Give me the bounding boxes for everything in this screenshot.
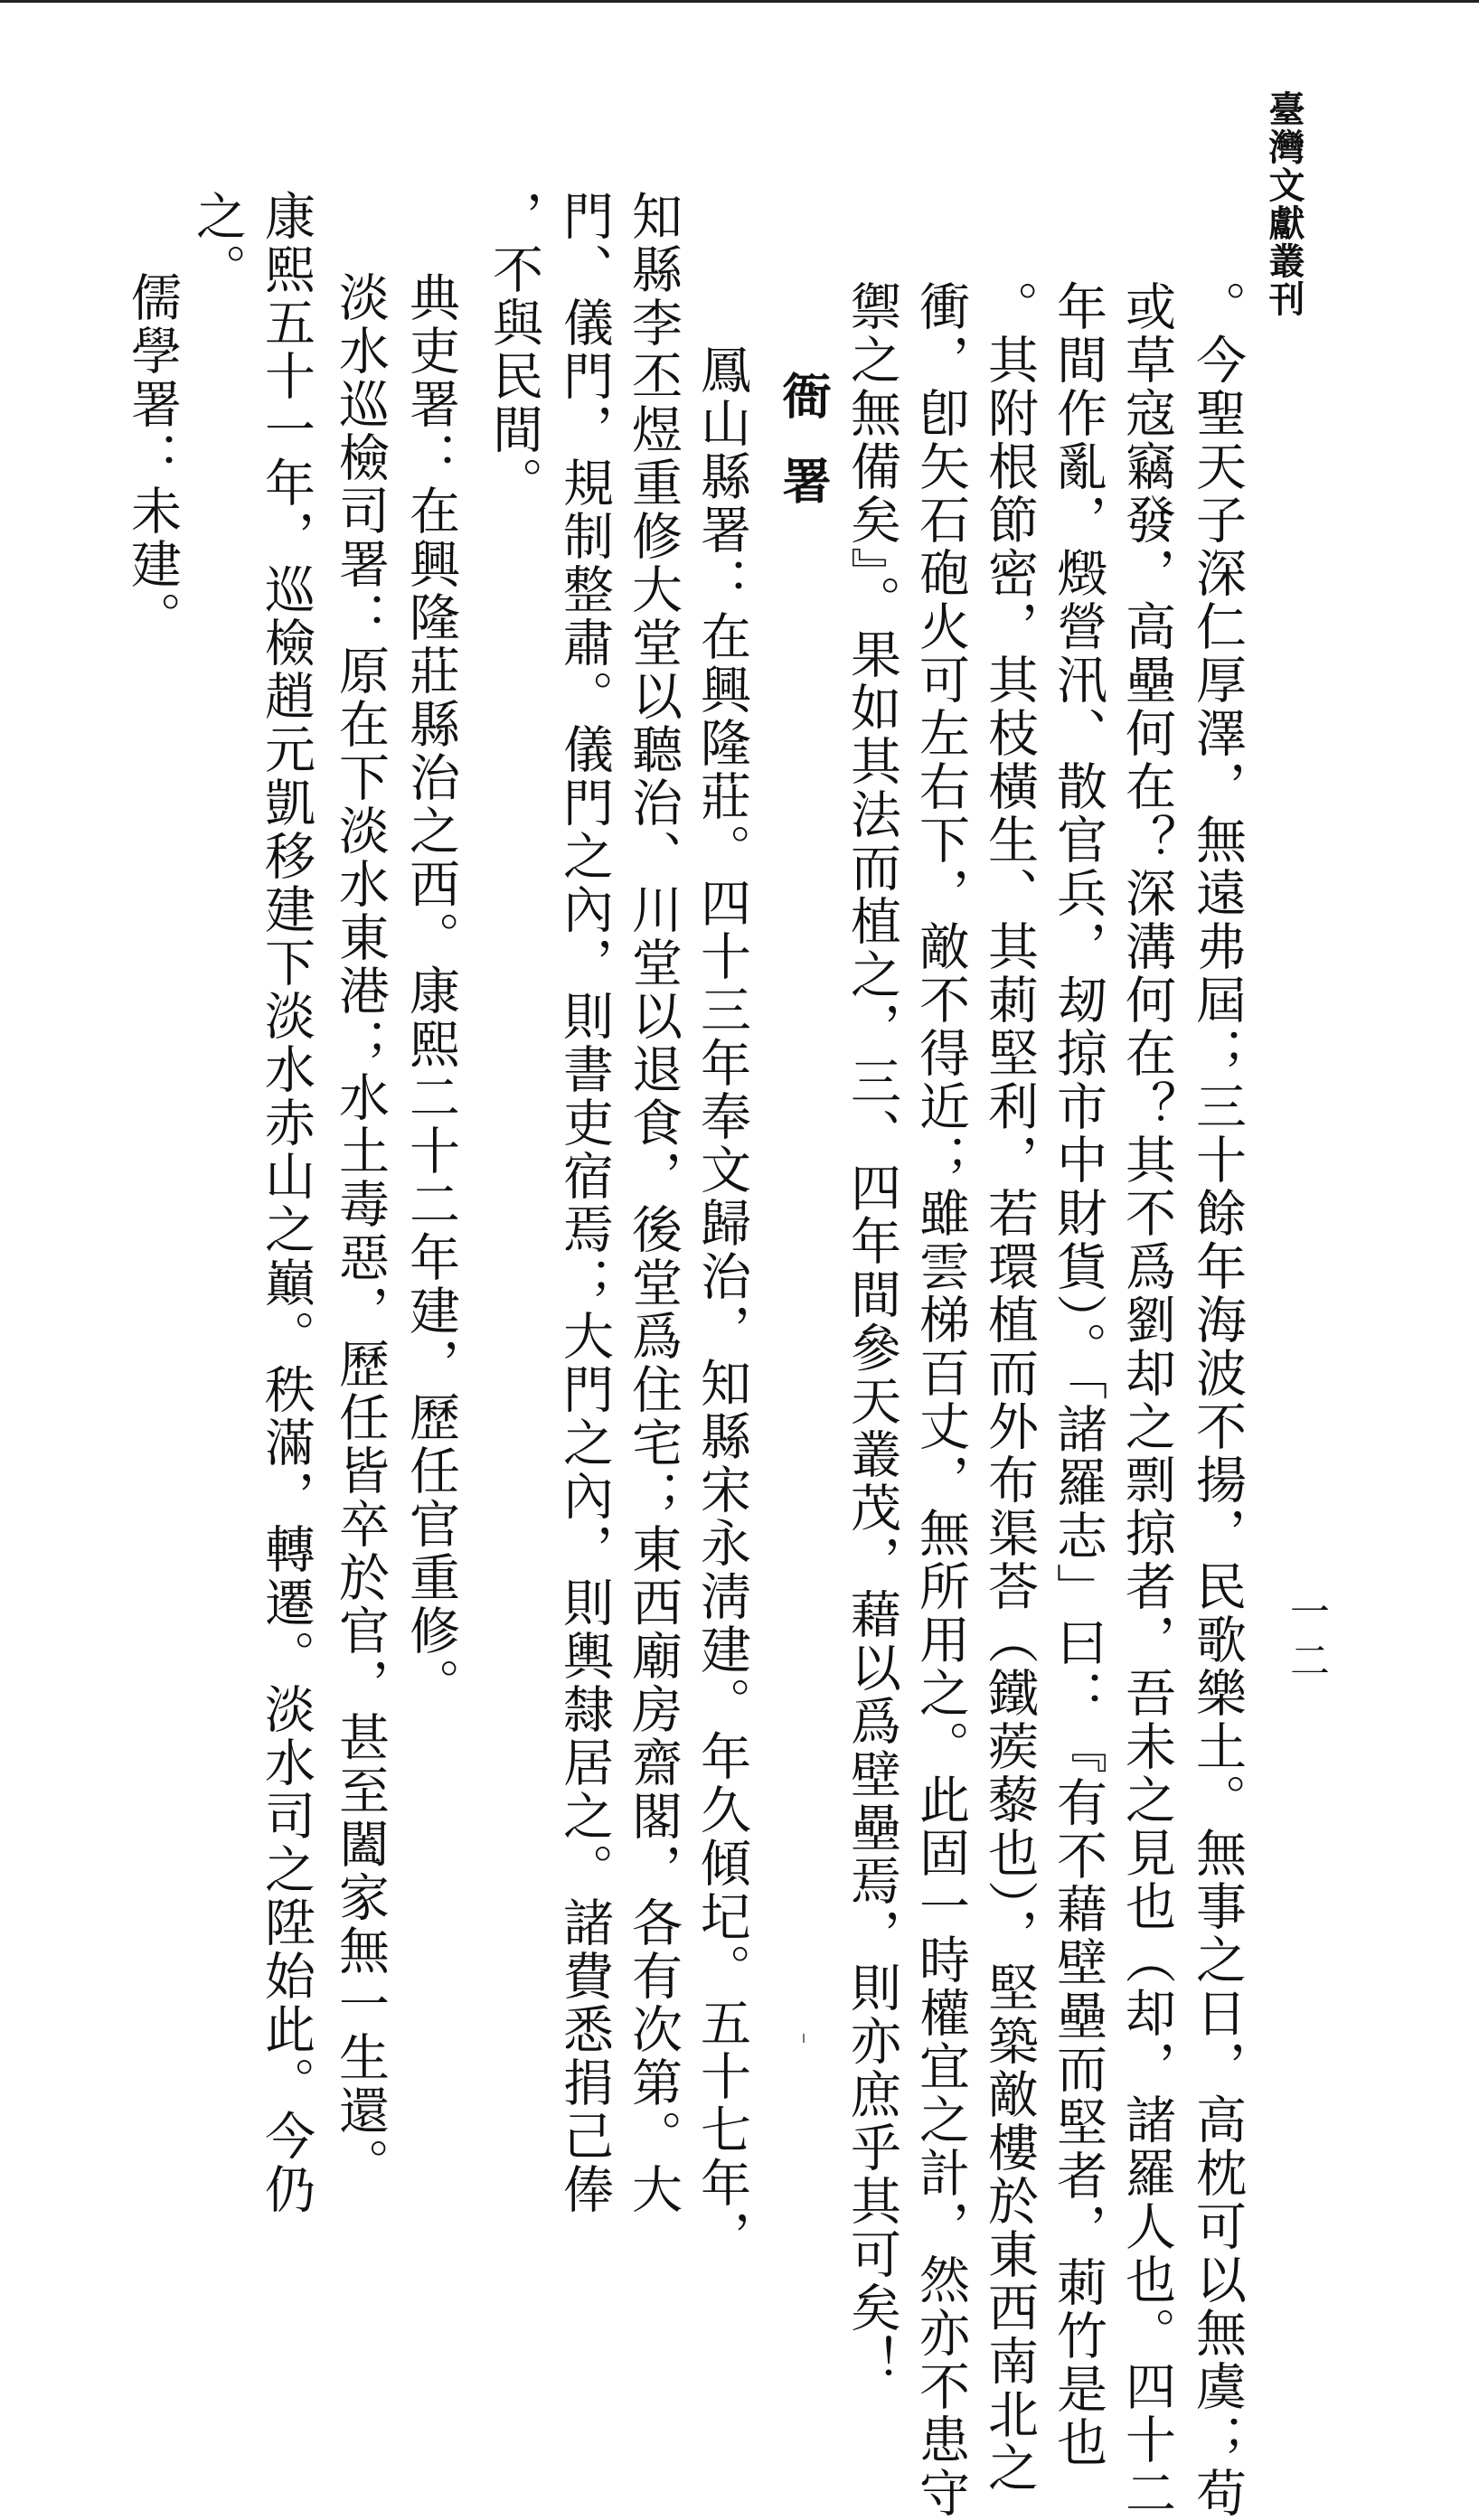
- print-speck: [803, 2034, 805, 2043]
- section-line: 儒學署：未建。: [123, 271, 182, 644]
- section-line: 淡水巡檢司署：原在下淡水東港；水土毒惡，歷任皆卒於官，甚至闔家無一生還。: [331, 271, 390, 2191]
- paragraph-line: 年間作亂，燬營汛、散官兵，刼掠市中財貨）。「諸羅志」曰：『有不藉壁壘而堅者，莿竹是也: [1049, 280, 1107, 2469]
- section-heading: 衙署: [775, 371, 833, 541]
- section-line: 門、儀門，規制整肅。儀門之內，則書吏宿焉；大門之內，則輿隸居之。諸費悉捐己俸: [555, 190, 614, 2216]
- paragraph-line: 衝，卽矢石砲火可左右下，敵不得近；雖雲梯百丈，無所用之。此固一時權宜之計，然亦不患守: [911, 280, 970, 2520]
- paragraph-line: 或草寇竊發，高壘何在？深溝何在？其不爲劉却之剽掠者，吾未之見也（却，諸羅人也。四十二: [1117, 280, 1176, 2520]
- section-line: ，不與民間。: [485, 190, 543, 510]
- section-line: 知縣李丕煜重修大堂以聽治、川堂以退食，後堂爲住宅；東西廟房齋閣，各有次第。大: [624, 190, 683, 2216]
- paragraph-line: 禦之無備矣』。果如其法而植之，三、四年間參天叢茂，藉以爲壁壘焉，則亦庶乎其可矣！: [843, 280, 901, 2388]
- section-line: 鳳山縣署：在興隆莊。四十三年奉文歸治，知縣宋永淸建。年久傾圮。五十七年，: [692, 343, 751, 2263]
- page-number: 一二: [1283, 1591, 1329, 1688]
- paragraph-line: 。今聖天子深仁厚澤，無遠弗屆；三十餘年海波不揚，民歌樂土。無事之日，高枕可以無虞；苟: [1188, 280, 1247, 2520]
- section-line: 康熙五十一年，巡檢趙元凱移建下淡水赤山之巔。秩滿，轉遷。淡水司之陞始此。今仍: [257, 190, 316, 2216]
- running-header-title: 臺灣文獻叢刊: [1263, 90, 1305, 318]
- section-line: 典吏署：在興隆莊縣治之西。康熙二十二年建，歷任官重修。: [401, 271, 460, 1711]
- top-border-line: [0, 0, 1479, 3]
- paragraph-line: 。其附根節密，其枝橫生、其莿堅利，若環植而外布渠荅（鐵蒺藜也），堅築敵樓於東西南北之: [980, 280, 1039, 2495]
- section-line: 之。: [188, 190, 247, 296]
